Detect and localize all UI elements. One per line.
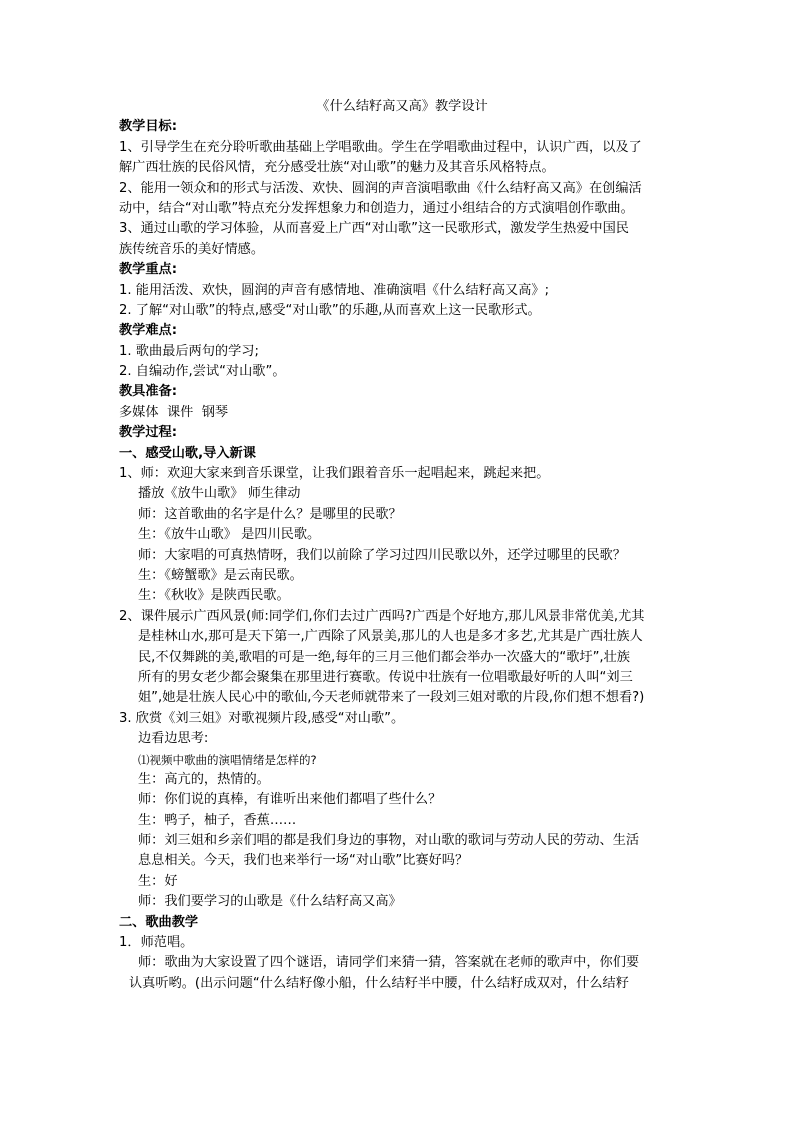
document-title: 《什么结籽高又高》教学设计 [316, 99, 488, 114]
step-3-question: ⑴视频中歌曲的演唱情绪是怎样的? [138, 752, 317, 767]
key-point-1: 1. 能用活泼、欢快，圆润的声音有感情地、准确演唱《什么结籽高又高》; [119, 282, 550, 298]
process-step-3: 3. 欣赏《刘三姐》对歌视频片段,感受“对山歌”。 [119, 710, 405, 726]
step-3-student-answer: 生：高亢的，热情的。 [138, 771, 270, 787]
step-2-line-5: 姐”,她是壮族人民心中的歌仙,今天老师就带来了一段刘三姐对歌的片段,你们想不想看?) [138, 690, 645, 706]
goal-3-line-2: 族传统音乐的美好情感。 [119, 241, 265, 257]
process-heading: 教学过程: [119, 425, 178, 441]
tools-heading: 教具准备: [119, 384, 178, 400]
step-1-student-answer-3: 生：《秋收》是陕西民歌。 [138, 588, 290, 604]
step-3-student-answer-2: 生：鸭子，柚子，香蕉…… [138, 812, 297, 828]
difficulties-heading: 教学难点: [119, 323, 178, 339]
step-2-line-1: 2、课件展示广西风景(师:同学们,你们去过广西吗?广西是个好地方,那儿风景非常优美,尤其 [119, 608, 645, 624]
key-points-heading: 教学重点: [119, 262, 178, 278]
document-page [119, 97, 679, 994]
section-2-step-1: 1．师范唱。 [119, 935, 194, 951]
goal-2-line-2: 动中，结合“对山歌”特点充分发挥想象力和创造力，通过小组结合的方式演唱创作歌曲。 [119, 200, 634, 216]
difficulty-1: 1. 歌曲最后两句的学习; [119, 343, 259, 359]
step-3-teacher-line-3: 师：我们要学习的山歌是《什么结籽高又高》 [138, 894, 402, 910]
goal-3-line-1: 3、通过山歌的学习体验，从而喜爱上广西“对山歌”这一民歌形式，激发学生热爱中国民 [119, 221, 629, 237]
difficulty-2: 2. 自编动作,尝试“对山歌”。 [119, 364, 286, 380]
step-3-teacher-question: 师：你们说的真棒，有谁听出来他们都唱了些什么？ [138, 792, 442, 808]
step-3-teacher-line-2: 息息相关。今天，我们也来举行一场“对山歌”比赛好吗？ [138, 853, 469, 869]
process-step-1: 1、师：欢迎大家来到音乐课堂，让我们跟着音乐一起唱起来，跳起来把。 [119, 466, 550, 482]
step-2-line-2: 是桂林山水,那可是天下第一,广西除了风景美,那儿的人也是多才多艺,尤其是广西壮族人 [138, 629, 643, 645]
step-1-student-answer-2: 生：《螃蟹歌》是云南民歌。 [138, 567, 303, 583]
section-2-step-1-line-2: 认真听哟。(出示问题“什么结籽像小船，什么结籽半中腰，什么结籽成双对，什么结籽 [129, 975, 629, 991]
step-3-teacher-line-1: 师：刘三姐和乡亲们唱的都是我们身边的事物，对山歌的歌词与劳动人民的劳动、生活 [138, 833, 640, 849]
step-1-teacher-followup: 师：大家唱的可真热情呀，我们以前除了学习过四川民歌以外，还学过哪里的民歌？ [138, 547, 626, 563]
step-1-play-song: 播放《放牛山歌》 师生律动 [138, 486, 301, 502]
step-2-line-3: 民,不仅舞跳的美,歌唱的可是一绝,每年的三月三他们都会举办一次盛大的“歌圩”,壮族 [138, 649, 630, 665]
step-2-line-4: 所有的男女老少都会聚集在那里进行赛歌。传说中壮族有一位唱歌最好听的人叫“刘三 [138, 669, 633, 685]
section-2-heading: 二、歌曲教学 [119, 914, 199, 930]
section-2-step-1-line-1: 师：歌曲为大家设置了四个谜语，请同学们来猜一猜，答案就在老师的歌声中，你们要 [138, 955, 640, 971]
tools-list: 多媒体 课件 钢琴 [119, 404, 229, 420]
step-3-watch-think: 边看边思考: [138, 731, 209, 747]
step-1-teacher-question: 师：这首歌曲的名字是什么？是哪里的民歌？ [138, 506, 402, 522]
goal-1-line-2: 解广西壮族的民俗风情，充分感受壮族“对山歌”的魅力及其音乐风格特点。 [119, 160, 555, 176]
goal-2-line-1: 2、能用一领众和的形式与活泼、欢快、圆润的声音演唱歌曲《什么结籽高又高》在创编活 [119, 180, 642, 196]
step-1-student-answer: 生：《放牛山歌》 是四川民歌。 [138, 527, 321, 543]
goals-heading: 教学目标: [119, 119, 178, 135]
key-point-2: 2. 了解“对山歌”的特点,感受“对山歌”的乐趣,从而喜欢上这一民歌形式。 [119, 302, 541, 318]
section-1-heading: 一、感受山歌,导入新课 [119, 445, 256, 461]
step-3-student-answer-3: 生：好 [138, 873, 178, 889]
goal-1-line-1: 1、引导学生在充分聆听歌曲基础上学唱歌曲。学生在学唱歌曲过程中，认识广西，以及了 [119, 139, 642, 155]
